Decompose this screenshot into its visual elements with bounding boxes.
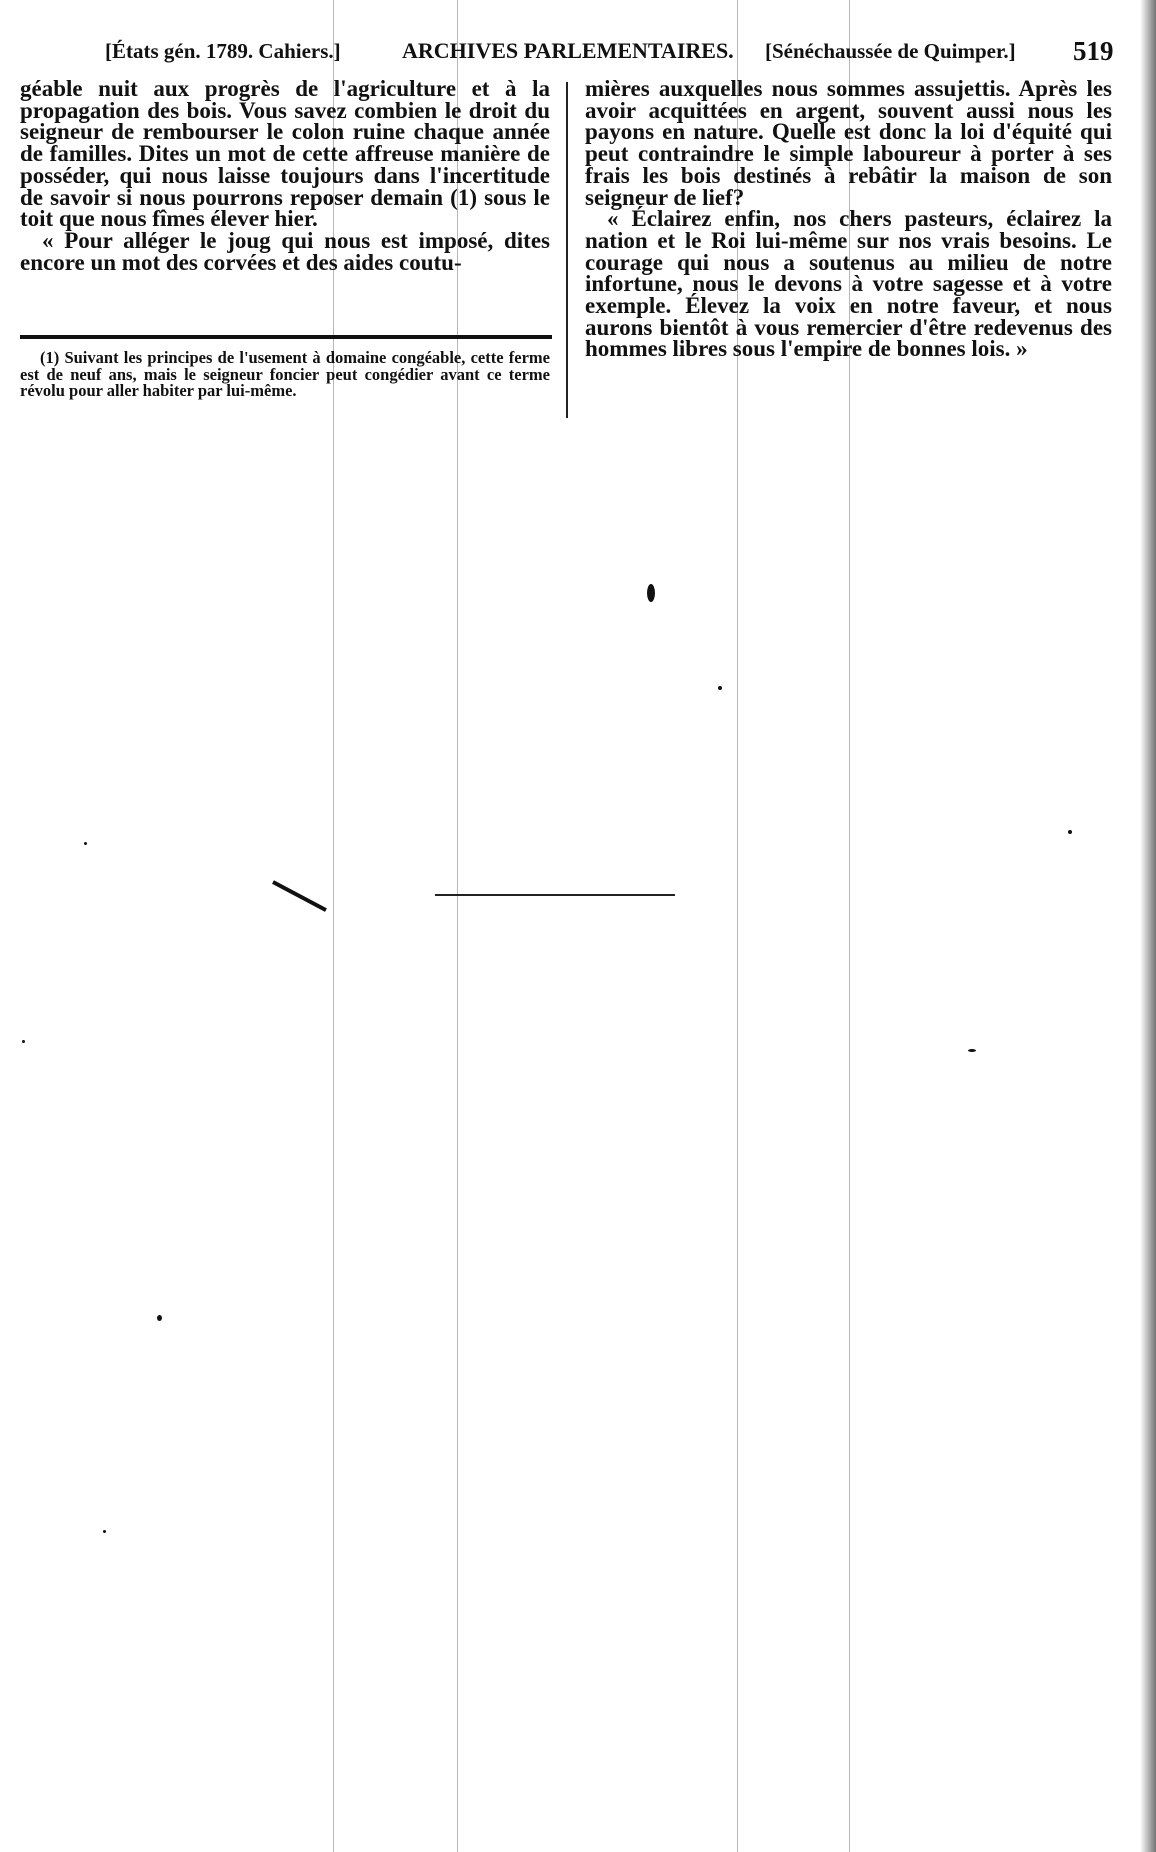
left-column — [20, 78, 550, 273]
right-paragraph-1: mières auxquelles nous sommes assujettis. Après les avoir acquittées en argent, souvent aussi nous les payons en nature. Quelle est donc la loi d'équité qui peut contraindre le simple laboureur à porter à ses frais les bois destinés à rebâtir la maison de son seigneur de lief? — [585, 76, 1112, 210]
left-paragraph-1: géable nuit aux progrès de l'agriculture et à la propagation des bois. Vous savez combien le droit du seigneur de rembourser le colon ruine chaque année de familles. Dites un mot de cette affreuse manière de posséder, qui nous laisse toujours dans l'incertitude de savoir si nous pourrons reposer demain (1) sous le toit que nous fîmes élever hier. — [20, 76, 550, 232]
ink-speck — [1068, 830, 1072, 834]
ink-speck — [718, 686, 722, 690]
stray-rule-mark — [435, 894, 675, 896]
ink-speck — [22, 1040, 25, 1043]
running-head-left: [États gén. 1789. Cahiers.] — [105, 39, 341, 63]
ink-speck — [103, 1530, 106, 1533]
footnote: (1) Suivant les principes de l'usement à domaine congéable, cette ferme est de neuf ans, mais le seigneur foncier peut congédier avant ce terme révolu pour aller habiter par lui-même. — [20, 348, 550, 400]
ink-speck — [647, 584, 655, 602]
right-column — [585, 78, 1112, 360]
footnote-rule — [20, 335, 552, 339]
ink-speck — [157, 1315, 162, 1321]
scan-artifact-line — [333, 0, 334, 1852]
page-number: 519 — [1073, 36, 1114, 66]
running-head-right: [Sénéchaussée de Quimper.] — [765, 39, 1016, 63]
scan-artifact-line — [457, 0, 458, 1852]
running-head — [105, 36, 1120, 66]
ink-stroke-mark — [272, 880, 327, 912]
ink-speck — [968, 1049, 976, 1052]
column-divider — [566, 82, 568, 418]
right-paragraph-2: « Éclairez enfin, nos chers pasteurs, éclairez la nation et le Roi lui-même sur nos vrais besoins. Le courage qui nous a soutenus au milieu de notre infortune, nous le devons à votre sagesse et à votre exemple. Élevez la voix en notre faveur, et nous aurons bientôt à vous remercier d'être redevenus des hommes libres sous l'empire de bonnes lois. » — [585, 206, 1112, 362]
left-paragraph-2: « Pour alléger le joug qui nous est imposé, dites encore un mot des corvées et des aides coutu- — [20, 227, 550, 275]
ink-speck — [84, 842, 87, 845]
running-head-title: ARCHIVES PARLEMENTAIRES. — [402, 38, 734, 63]
scan-edge-shadow — [1140, 0, 1156, 1852]
